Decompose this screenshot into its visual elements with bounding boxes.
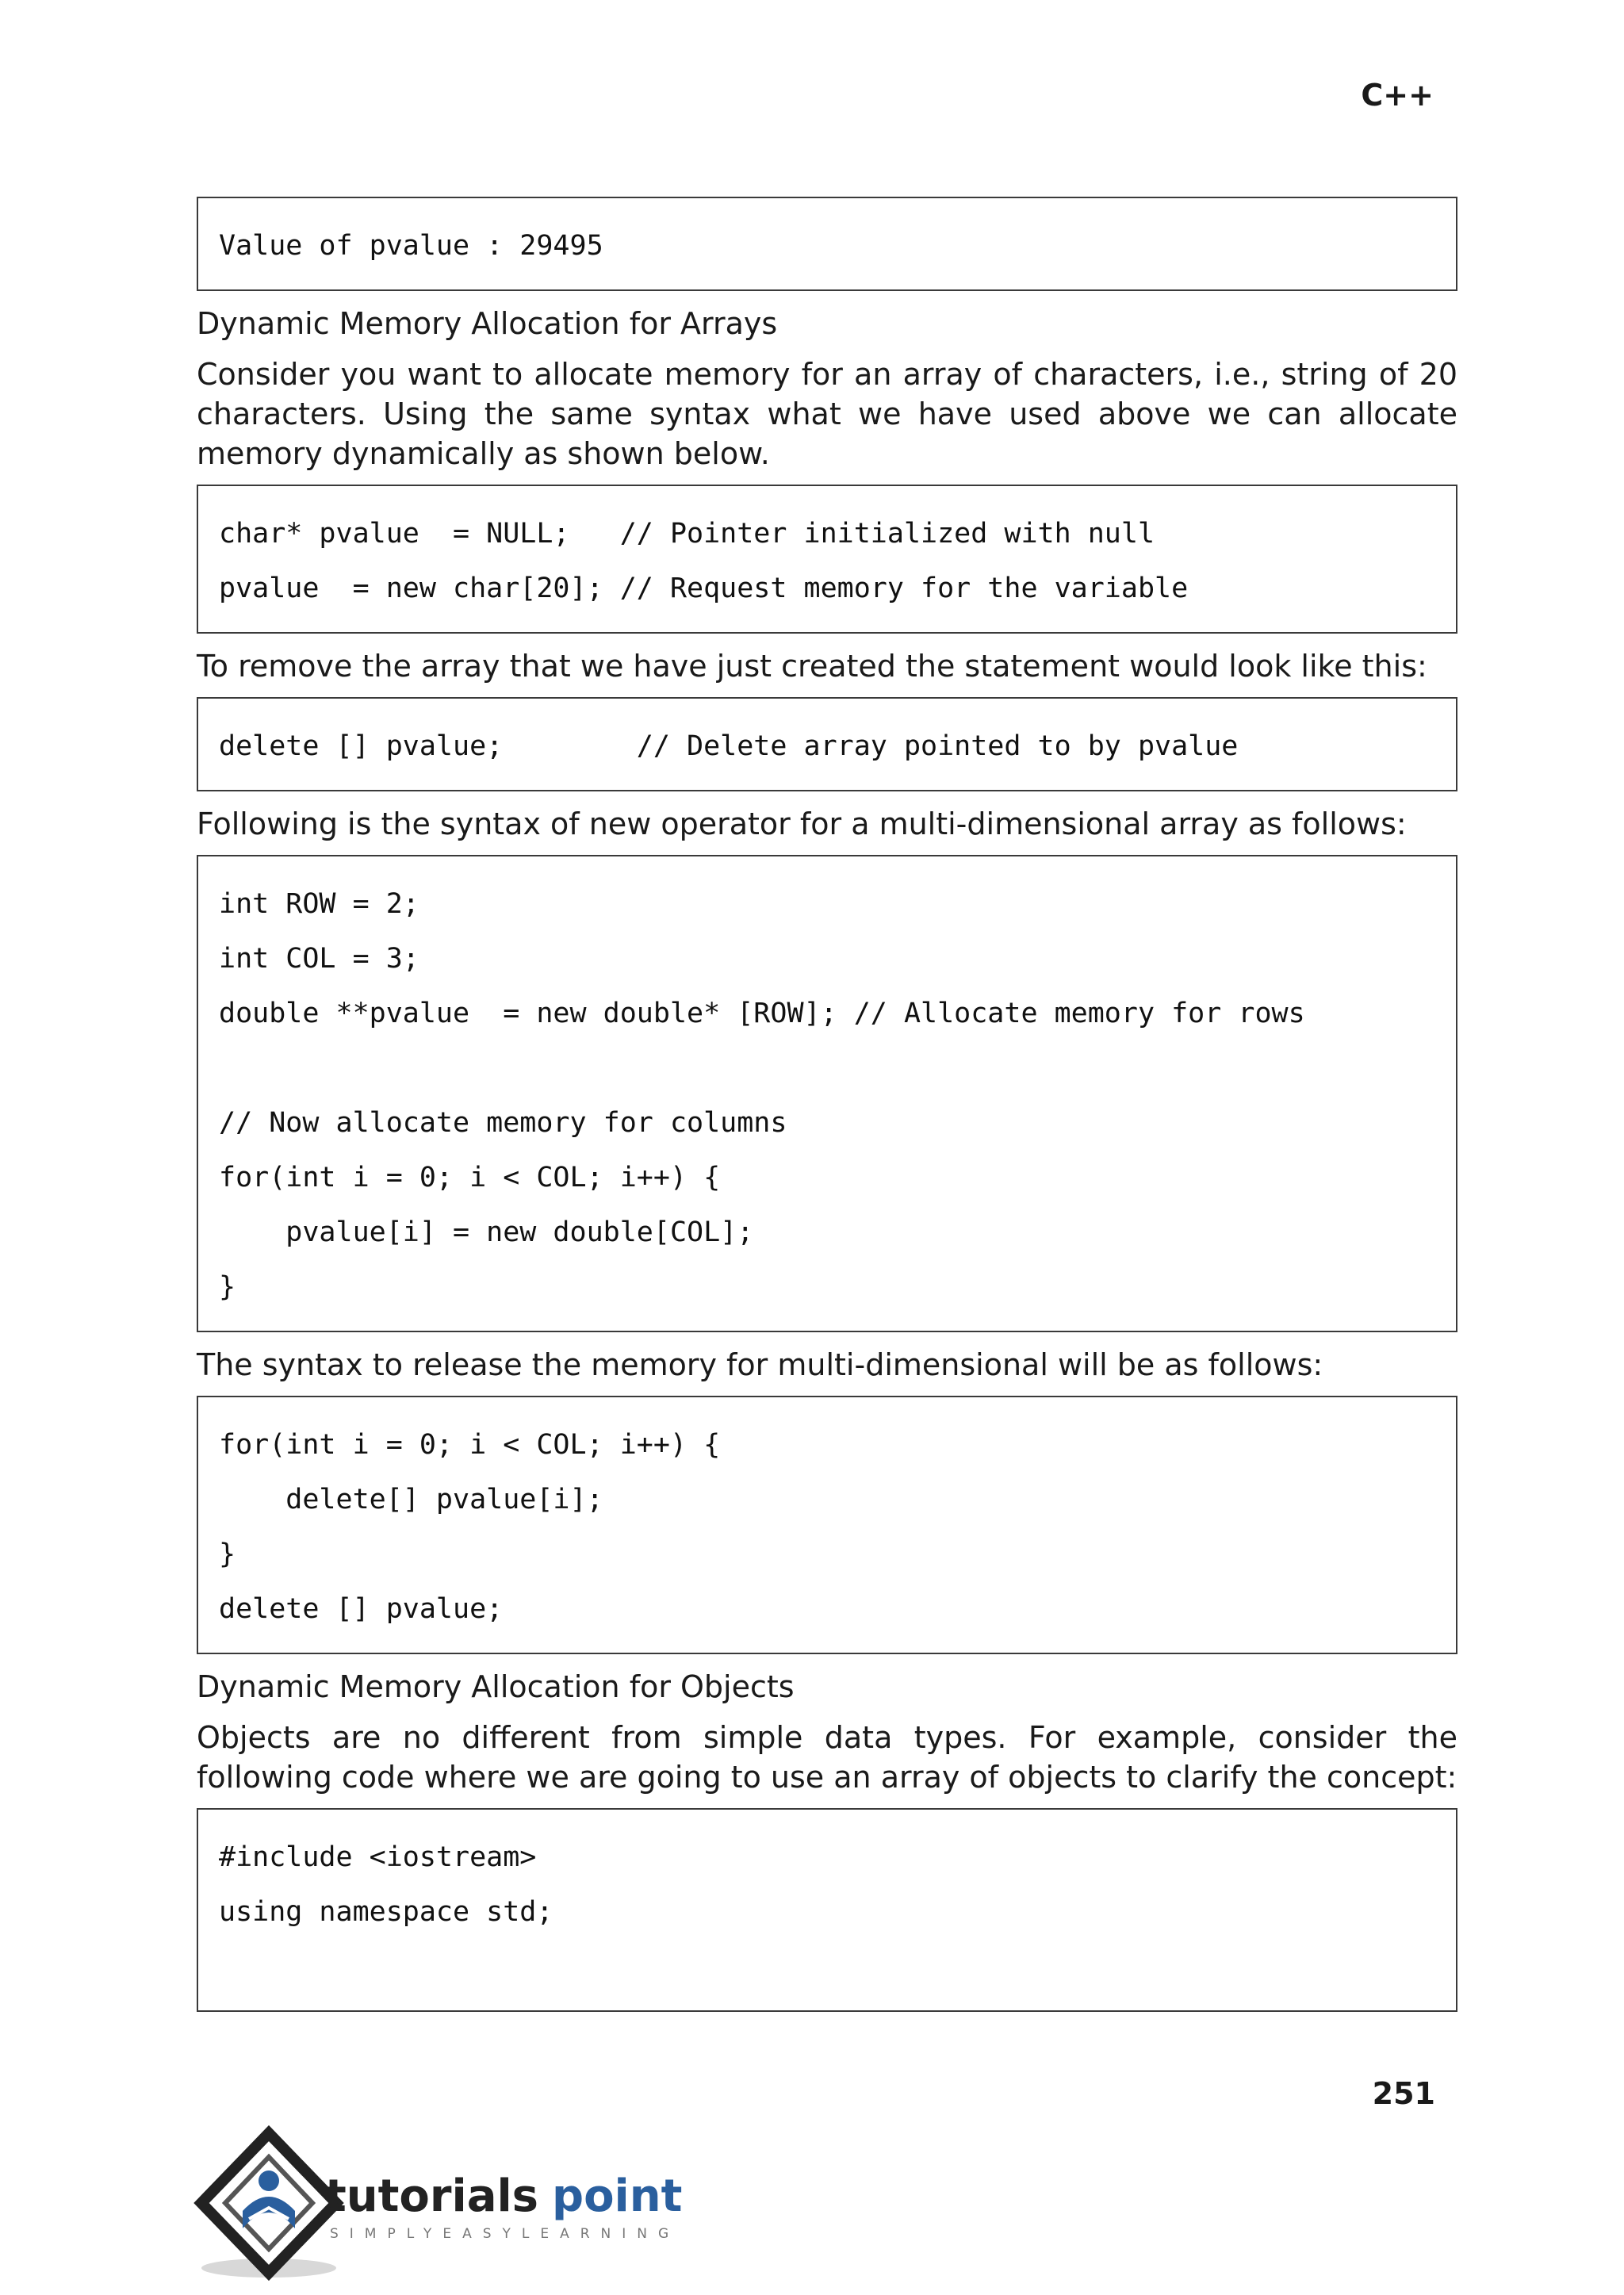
logo-tagline: SIMPLYEASYLEARNING [330,2226,680,2242]
code-line: for(int i = 0; i < COL; i++) { [219,1429,721,1461]
code-block [197,485,1457,634]
code-line: Value of pvalue : 29495 [219,230,603,262]
code-line: int ROW = 2; [219,888,419,920]
code-line: using namespace std; [219,1896,553,1928]
code-line: pvalue = new char[20]; // Request memory for the variable [219,573,1189,604]
code-line: for(int i = 0; i < COL; i++) { [219,1162,721,1193]
code-line: double **pvalue = new double* [ROW]; // Allocate memory for rows [219,998,1305,1029]
code-line: pvalue[i] = new double[COL]; [219,1216,754,1248]
code-line [219,1041,1435,1096]
code-line: } [219,1271,236,1303]
section-heading: Dynamic Memory Allocation for Objects [197,1669,795,1704]
code-line: int COL = 3; [219,943,419,975]
code-block [197,1808,1457,2012]
code-line: char* pvalue = NULL; // Pointer initialized with null [219,518,1155,550]
code-line [219,1940,1435,1994]
paragraph: Consider you want to allocate memory for an array of characters, i.e., string of 20 characters. Using the same syntax what we have used above we can allocate memory dynamically as shown below. [197,357,1457,471]
logo-brand-b: point [552,2170,683,2222]
paragraph: Following is the syntax of new operator for a multi-dimensional array as follows: [197,807,1407,841]
code-line: #include <iostream> [219,1841,537,1873]
paragraph: The syntax to release the memory for multi-dimensional will be as follows: [197,1347,1323,1382]
page-number: 251 [1372,2076,1435,2111]
tutorialspoint-logo [193,2125,685,2284]
code-line: // Now allocate memory for columns [219,1107,787,1139]
code-block [197,197,1457,291]
code-block [197,697,1457,791]
code-line: delete [] pvalue; // Delete array pointed to by pvalue [219,730,1239,762]
page-content [197,197,1457,2025]
code-line: delete [] pvalue; [219,1593,504,1625]
code-line: delete[] pvalue[i]; [219,1484,603,1515]
paragraph: To remove the array that we have just created the statement would look like this: [197,649,1427,684]
paragraph: Objects are no different from simple data types. For example, consider the following code where we are going to use an array of objects to clarify the concept: [197,1720,1457,1795]
code-line: } [219,1538,236,1570]
logo-brand-a: tutorials [325,2170,539,2222]
section-heading: Dynamic Memory Allocation for Arrays [197,306,778,341]
code-block [197,855,1457,1332]
running-header: C++ [1361,78,1434,113]
code-block [197,1396,1457,1654]
